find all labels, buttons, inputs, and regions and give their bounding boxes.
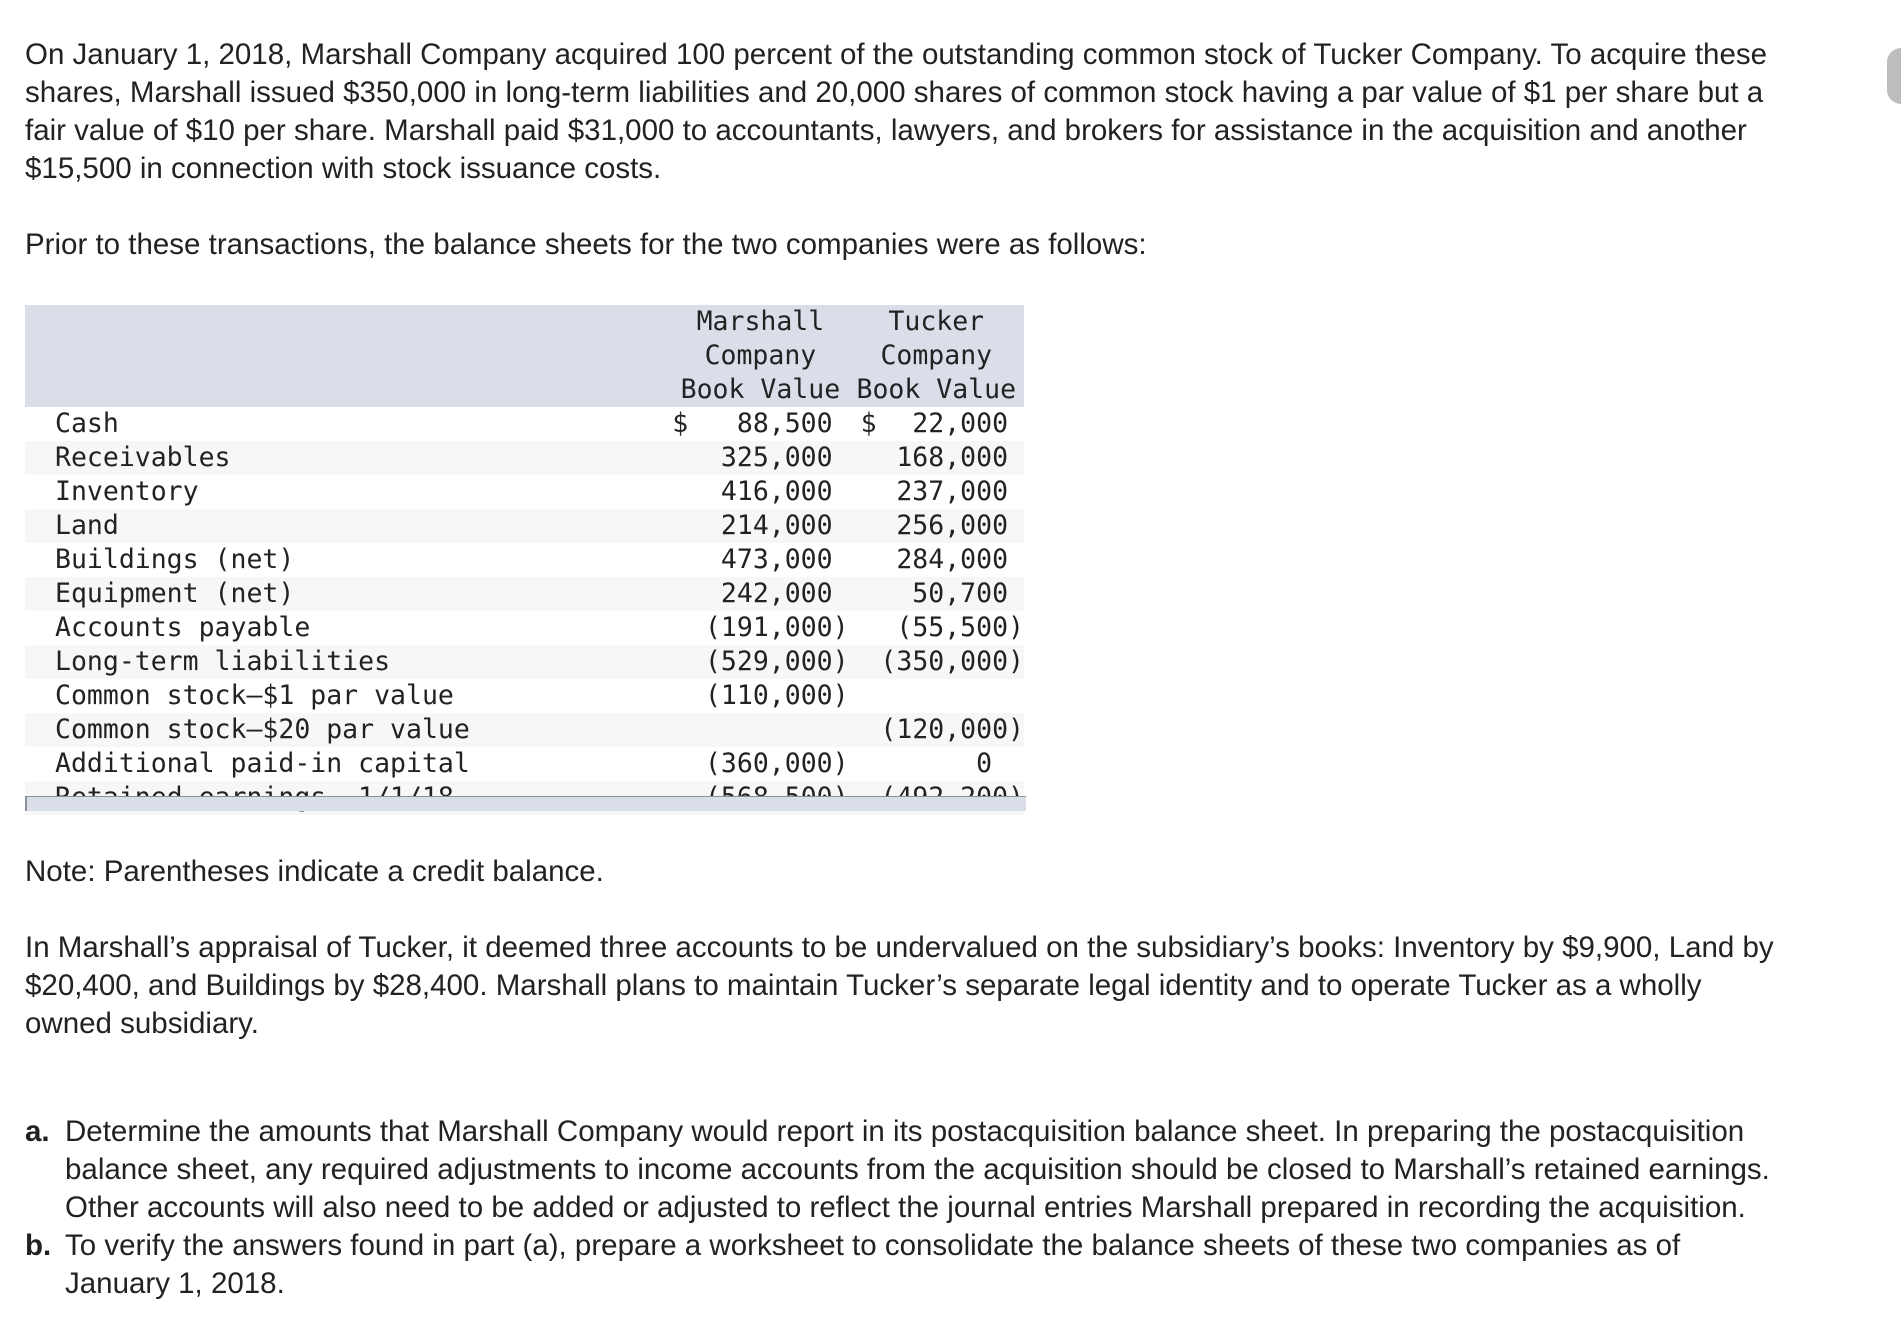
row-label: Equipment (net) xyxy=(55,578,295,609)
cell-value: 88,500 xyxy=(736,408,833,439)
row-label: Land xyxy=(55,510,119,541)
table-row xyxy=(25,645,1024,679)
cell-value: 284,000 xyxy=(896,544,1009,575)
marshall-value xyxy=(672,441,848,475)
cell-value: 237,000 xyxy=(896,476,1009,507)
table-row xyxy=(25,509,1024,543)
cell-value: 22,000 xyxy=(912,408,1009,439)
row-label: Long-term liabilities xyxy=(55,646,391,677)
intro-line: On January 1, 2018, Marshall Company acquired 100 percent of the outstanding common stock of Tucker Company. To acquire these xyxy=(25,38,1768,71)
cell-value: 242,000 xyxy=(720,578,833,609)
cell-value: (529,000) xyxy=(704,646,849,677)
cell-value: 168,000 xyxy=(896,442,1009,473)
marshall-value xyxy=(672,679,848,713)
task-line: Determine the amounts that Marshall Company would report in its postacquisition balance sheet. In preparing the postacquisition xyxy=(65,1115,1745,1148)
task-line: January 1, 2018. xyxy=(65,1267,285,1300)
marshall-value xyxy=(672,577,848,611)
row-label: Receivables xyxy=(55,442,231,473)
table-footer-bar xyxy=(25,796,1026,811)
dollar-sign: $ xyxy=(860,408,877,439)
cell-value: (55,500) xyxy=(896,612,1024,643)
label-column-header xyxy=(25,305,672,407)
marshall-value xyxy=(672,645,848,679)
table-row xyxy=(25,611,1024,645)
marshall-value xyxy=(672,611,848,645)
row-label: Accounts payable xyxy=(55,612,311,643)
header-line: Company xyxy=(880,340,993,371)
intro-paragraph xyxy=(25,36,1767,188)
intro-line: $15,500 in connection with stock issuance costs. xyxy=(25,152,662,185)
table-row xyxy=(25,713,1024,747)
cell-value: 0 xyxy=(976,748,993,779)
task-item-b xyxy=(25,1227,1770,1303)
header-line: Tucker xyxy=(888,306,985,337)
marshall-column-header xyxy=(672,305,848,407)
balance-sheet-table xyxy=(25,305,1024,815)
balance-sheet-table-container xyxy=(25,305,1024,815)
row-label: Inventory xyxy=(55,476,199,507)
task-marker: a. xyxy=(25,1115,50,1148)
intro-line: shares, Marshall issued $350,000 in long-term liabilities and 20,000 shares of common stock having a par value of $1 per share but a xyxy=(25,76,1764,109)
marshall-value xyxy=(672,509,848,543)
task-item-a xyxy=(25,1113,1770,1227)
table-row xyxy=(25,407,1024,441)
tucker-value xyxy=(849,543,1024,577)
cell-value: (350,000) xyxy=(880,646,1024,677)
cell-value: 416,000 xyxy=(720,476,833,507)
header-line: Marshall xyxy=(696,306,825,337)
tucker-value xyxy=(849,611,1024,645)
row-label: Common stock—$1 par value xyxy=(55,680,454,711)
tucker-value xyxy=(849,475,1024,509)
appraisal-line: $20,400, and Buildings by $28,400. Marshall plans to maintain Tucker’s separate legal identity and to operate Tucker as a wholly xyxy=(25,969,1702,1002)
cell-value: 325,000 xyxy=(720,442,833,473)
cell-value: (110,000) xyxy=(704,680,849,711)
tucker-value xyxy=(849,679,1024,713)
dollar-sign: $ xyxy=(672,408,689,439)
table-row xyxy=(25,475,1024,509)
tucker-value xyxy=(849,441,1024,475)
credit-balance-note: Note: Parentheses indicate a credit balance. xyxy=(25,855,604,888)
table-row xyxy=(25,747,1024,781)
table-row xyxy=(25,577,1024,611)
task-line: To verify the answers found in part (a), prepare a worksheet to consolidate the balance sheets of these two companies as of xyxy=(65,1229,1681,1262)
table-header-row xyxy=(25,305,1024,407)
row-label: Common stock—$20 par value xyxy=(55,714,470,745)
task-list xyxy=(25,1113,1770,1303)
appraisal-paragraph xyxy=(25,929,1774,1043)
tucker-value xyxy=(849,645,1024,679)
header-line: Company xyxy=(704,340,817,371)
cell-value: 50,700 xyxy=(912,578,1009,609)
cell-value: 214,000 xyxy=(720,510,833,541)
tucker-value xyxy=(849,407,1024,441)
tucker-value xyxy=(849,713,1024,747)
table-row xyxy=(25,679,1024,713)
intro-line: fair value of $10 per share. Marshall paid $31,000 to accountants, lawyers, and brokers for assistance in the acquisition and another xyxy=(25,114,1747,147)
cell-value: (360,000) xyxy=(704,748,849,779)
table-row xyxy=(25,441,1024,475)
cell-value: 256,000 xyxy=(896,510,1009,541)
marshall-value xyxy=(672,407,848,441)
header-line: Book Value xyxy=(856,374,1017,405)
row-label: Buildings (net) xyxy=(55,544,295,575)
tucker-value xyxy=(849,747,1024,781)
scroll-edge-handle[interactable] xyxy=(1887,48,1901,104)
row-label: Additional paid-in capital xyxy=(55,748,470,779)
task-line: Other accounts will also need to be added or adjusted to reflect the journal entries Marshall prepared in recording the acquisition. xyxy=(65,1191,1746,1224)
cell-value: 473,000 xyxy=(720,544,833,575)
task-line: balance sheet, any required adjustments to income accounts from the acquisition should be closed to Marshall’s retained earnings. xyxy=(65,1153,1770,1186)
prior-balance-sheets-text: Prior to these transactions, the balance sheets for the two companies were as follows: xyxy=(25,228,1147,261)
task-marker: b. xyxy=(25,1229,52,1262)
tucker-value xyxy=(849,509,1024,543)
table-row xyxy=(25,543,1024,577)
marshall-value xyxy=(672,747,848,781)
cell-value: (120,000) xyxy=(880,714,1024,745)
tucker-value xyxy=(849,577,1024,611)
marshall-value xyxy=(672,543,848,577)
appraisal-line: In Marshall’s appraisal of Tucker, it deemed three accounts to be undervalued on the subsidiary’s books: Inventory by $9,900, Land by xyxy=(25,931,1774,964)
row-label: Cash xyxy=(55,408,119,439)
header-line: Book Value xyxy=(680,374,841,405)
marshall-value xyxy=(672,475,848,509)
cell-value: (191,000) xyxy=(704,612,849,643)
appraisal-line: owned subsidiary. xyxy=(25,1007,259,1040)
tucker-column-header xyxy=(849,305,1024,407)
marshall-value xyxy=(672,713,848,747)
